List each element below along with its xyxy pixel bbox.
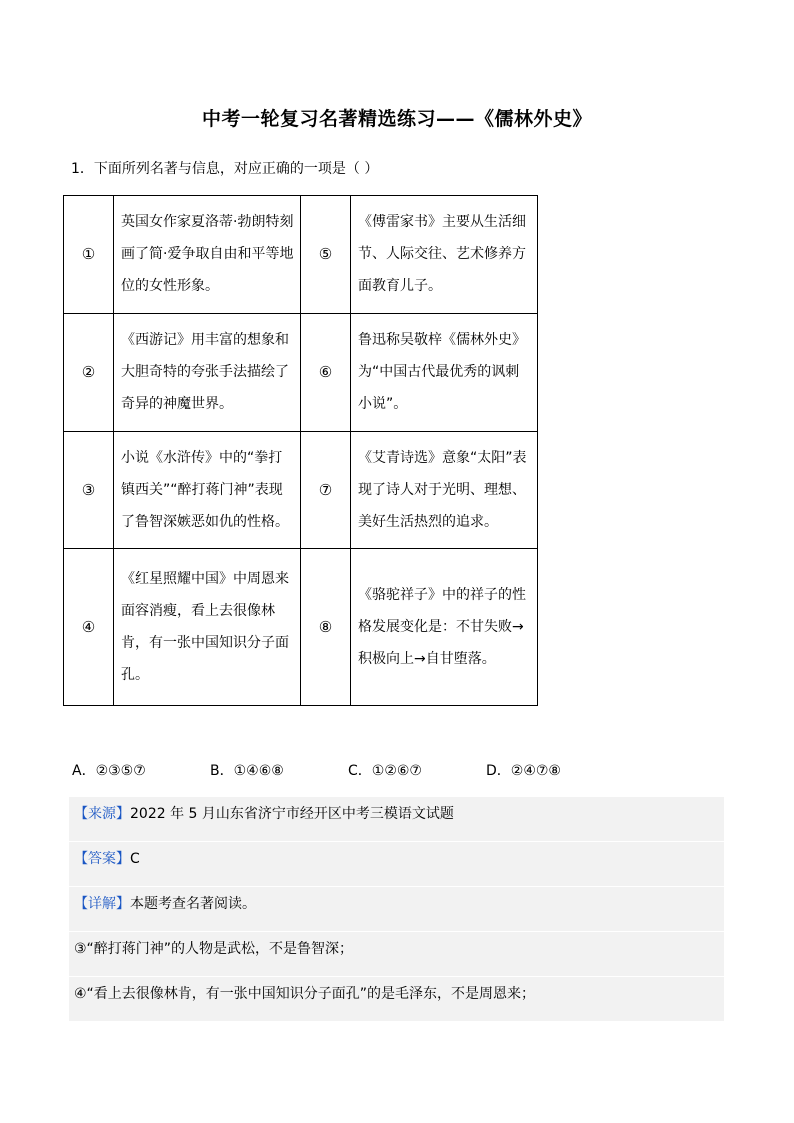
item-number: ⑧	[301, 549, 351, 706]
option-d[interactable]: D．②④⑦⑧	[486, 763, 561, 779]
detail-line: ④“看上去很像林肯，有一张中国知识分子面孔”的是毛泽东，不是周恩来；	[69, 977, 724, 1022]
source-text: 2022 年 5 月山东省济宁市经开区中考三模语文试题	[130, 806, 454, 822]
table-row	[64, 196, 538, 314]
source-tag: 【来源】	[74, 806, 130, 822]
answer-row	[69, 842, 724, 887]
detail-text: 本题考查名著阅读。	[130, 896, 256, 912]
question-stem: 1．下面所列名著与信息，对应正确的一项是（ ）	[71, 161, 379, 177]
page-title: 中考一轮复习名著精选练习——《儒林外史》	[201, 108, 592, 130]
table-row	[64, 313, 538, 431]
item-number: ①	[64, 196, 114, 314]
item-text: 小说《水浒传》中的“拳打镇西关”“醉打蒋门神”表现了鲁智深嫉恶如仇的性格。	[114, 431, 301, 549]
item-number: ③	[64, 431, 114, 549]
item-text: 《傅雷家书》主要从生活细节、人际交往、艺术修养方面教育儿子。	[351, 196, 538, 314]
detail-line: ③“醉打蒋门神”的人物是武松，不是鲁智深；	[69, 932, 724, 977]
item-text: 英国女作家夏洛蒂·勃朗特刻画了简·爱争取自由和平等地位的女性形象。	[114, 196, 301, 314]
table-row	[64, 549, 538, 706]
item-number: ②	[64, 313, 114, 431]
item-number: ⑤	[301, 196, 351, 314]
detail-tag: 【详解】	[74, 896, 130, 912]
item-text: 《骆驼祥子》中的祥子的性格发展变化是：不甘失败→积极向上→自甘堕落。	[351, 549, 538, 706]
answer-text: C	[130, 851, 140, 867]
detail-row	[69, 887, 724, 932]
answer-tag: 【答案】	[74, 851, 130, 867]
option-b[interactable]: B．①④⑥⑧	[210, 763, 284, 779]
item-text: 鲁迅称吴敬梓《儒林外史》为“中国古代最优秀的讽刺小说”。	[351, 313, 538, 431]
item-text: 《艾青诗选》意象“太阳”表现了诗人对于光明、理想、美好生活热烈的追求。	[351, 431, 538, 549]
item-number: ④	[64, 549, 114, 706]
analysis-block	[69, 797, 724, 1022]
item-text: 《红星照耀中国》中周恩来面容消瘦，看上去很像林肯，有一张中国知识分子面孔。	[114, 549, 301, 706]
source-row	[69, 797, 724, 842]
table-row	[64, 431, 538, 549]
item-number: ⑥	[301, 313, 351, 431]
info-table	[63, 195, 538, 706]
option-a[interactable]: A．②③⑤⑦	[72, 763, 146, 779]
item-text: 《西游记》用丰富的想象和大胆奇特的夸张手法描绘了奇异的神魔世界。	[114, 313, 301, 431]
option-c[interactable]: C．①②⑥⑦	[348, 763, 422, 779]
answer-options	[72, 760, 561, 780]
item-number: ⑦	[301, 431, 351, 549]
